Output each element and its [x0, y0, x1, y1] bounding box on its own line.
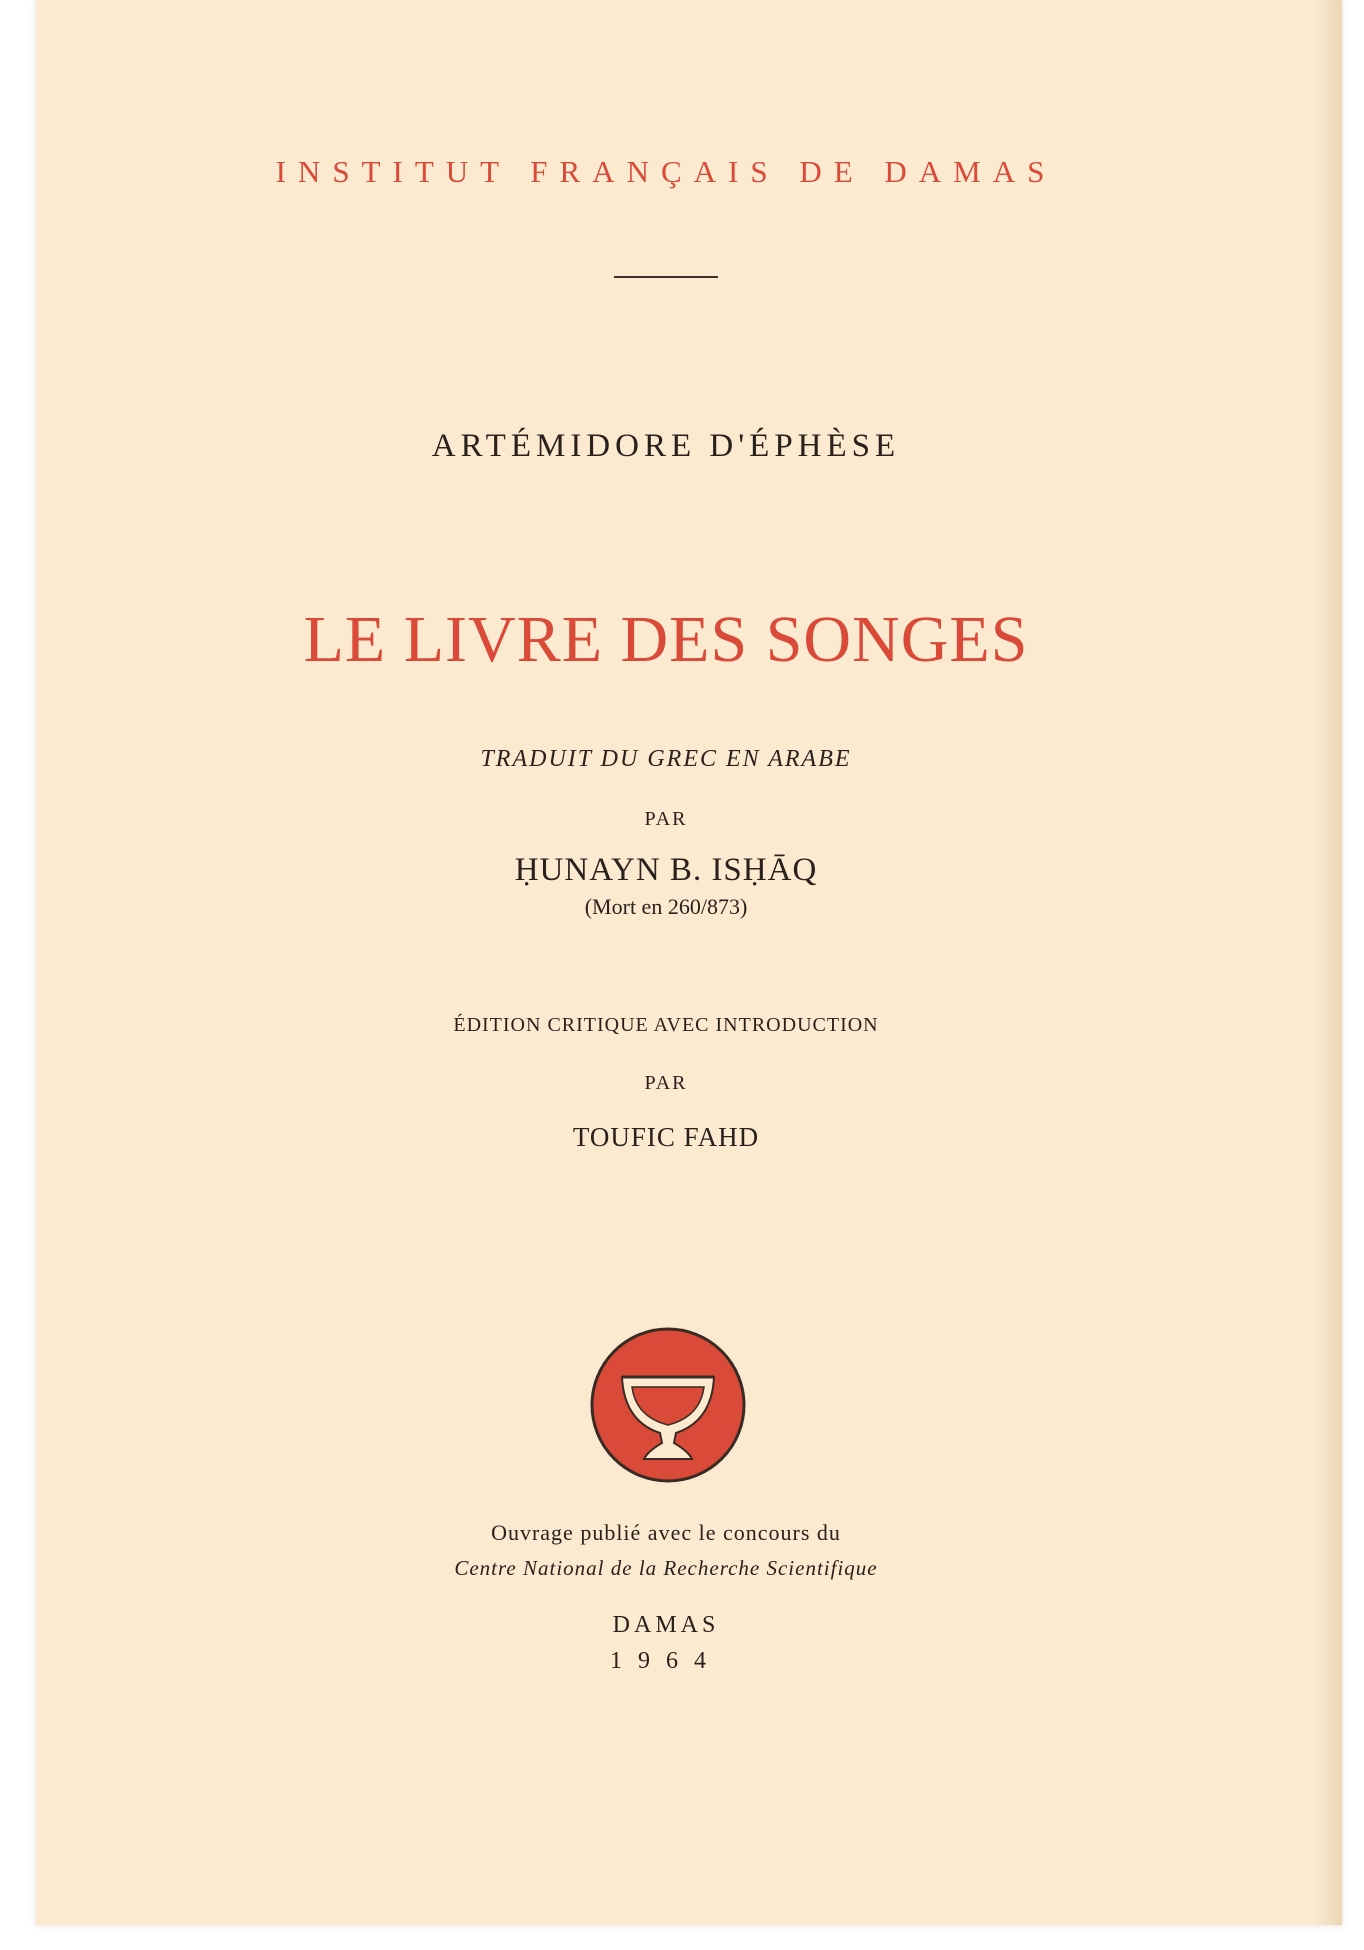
book-subtitle: TRADUIT DU GREC EN ARABE — [480, 746, 852, 772]
editor-name: TOUFIC FAHD — [572, 1122, 760, 1152]
par-label-translator: PAR — [644, 808, 688, 830]
divider-rule — [614, 276, 718, 278]
edition-note: ÉDITION CRITIQUE AVEC INTRODUCTION — [453, 1014, 879, 1036]
goblet-emblem-icon — [588, 1325, 748, 1485]
translator-name: ḤUNAYN B. ISḤĀQ — [514, 852, 818, 888]
publication-sponsor: Centre National de la Recherche Scientifique — [454, 1556, 878, 1580]
publication-year: 1964 — [610, 1648, 722, 1674]
publication-note: Ouvrage publié avec le concours du — [491, 1520, 841, 1545]
institute-name: INSTITUT FRANÇAIS DE DAMAS — [275, 154, 1057, 189]
book-author: ARTÉMIDORE D'ÉPHÈSE — [431, 428, 901, 464]
par-label-editor: PAR — [644, 1072, 688, 1094]
book-title: LE LIVRE DES SONGES — [303, 603, 1029, 676]
title-page — [36, 0, 1342, 1925]
publication-city: DAMAS — [612, 1612, 720, 1638]
translator-death-date: (Mort en 260/873) — [584, 894, 748, 919]
